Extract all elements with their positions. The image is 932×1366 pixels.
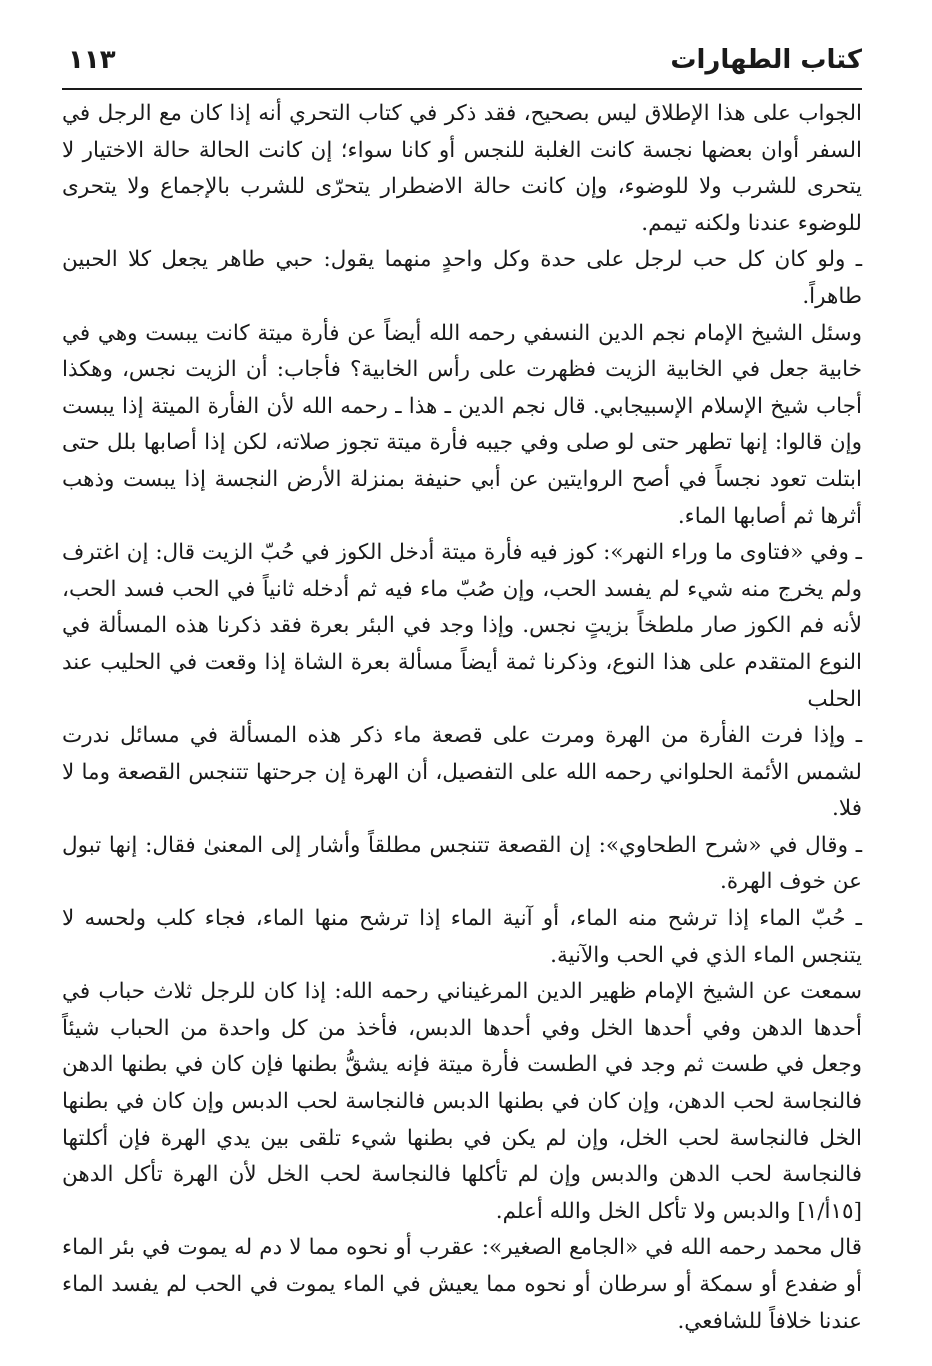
paragraph-2: ـ ولو كان كل حب لرجل على حدة وكل واحدٍ منهما يقول: حبي طاهر يجعل كلا الحبين طاهراً. xyxy=(62,247,862,309)
paragraph-9: قال محمد رحمه الله في «الجامع الصغير»: عقرب أو نحوه مما لا دم له يموت في بئر الماء أو ضفدع أو سمكة أو سرطان أو نحوه مما يعيش في الماء يموت في الحب لم يفسد الماء عندنا خلافاً للشافعي. xyxy=(62,1235,862,1334)
paragraph-5: ـ وإذا فرت الفأرة من الهرة ومرت على قصعة ماء ذكر هذه المسألة في مسائل ندرت لشمس الأئمة الحلواني رحمه الله على التفصيل، أن الهرة إن جرحتها تتنجس القصعة وما لا فلا. xyxy=(62,723,862,822)
paragraph-7: ـ حُبّ الماء إذا ترشح منه الماء، أو آنية الماء إذا ترشح منها الماء، فجاء كلب ولحسه لا يتنجس الماء الذي في الحب والآنية. xyxy=(62,906,862,968)
chapter-title: كتاب الطهارات xyxy=(670,45,862,75)
paragraph-6: ـ وقال في «شرح الطحاوي»: إن القصعة تتنجس مطلقاً وأشار إلى المعنىٰ فقال: إنها تبول عن خوف الهرة. xyxy=(62,832,863,895)
paragraph-3: وسئل الشيخ الإمام نجم الدين النسفي رحمه الله أيضاً عن فأرة ميتة كانت يبست وهي في خابية جعل في الخابية الزيت فظهرت على رأس الخابية؟ فأجاب: أن الزيت نجس، وهكذا أجاب شيخ الإسلام الإسبيجابي. قال نجم الدين ـ هذا ـ رحمه الله لأن الفأرة الميتة إذا يبست وإن قالوا: إنها تطهر حتى لو صلى وفي جيبه فأرة ميتة تجوز صلاته، لكن إذا أصابها بلل حتى ابتلت تعود نجساً في أصح الروايتين عن أبي حنيفة بمنزلة الأرض النجسة إذا يبست وذهب أثرها ثم أصابها الماء. xyxy=(62,320,862,529)
paragraph-8: سمعت عن الشيخ الإمام ظهير الدين المرغيناني رحمه الله: إذا كان للرجل ثلاث حباب في أحدها الدهن وفي أحدها الخل وفي أحدها الدبس، فأخذ من كل واحدة من الحباب شيئاً وجعل في طست ثم وجد في الطست فأرة ميتة فإنه يشقُّ بطنها فإن كان في بطنها الدهن فالنجاسة لحب الدهن، وإن كان في بطنها الدبس فالنجاسة لحب الدبس وإن كان في بطنها الخل فالنجاسة لحب الخل، وإن لم يكن في بطنها شيء تلقى بين يدي الهرة فإن أكلتها فالنجاسة لحب الدهن والدبس وإن لم تأكلها فالنجاسة لحب الخل لأن الهرة تأكل الدهن [١٥أ/١] والدبس ولا تأكل الخل والله أعلم. xyxy=(62,979,862,1224)
paragraph-1: الجواب على هذا الإطلاق ليس بصحيح، فقد ذكر في كتاب التحري أنه إذا كان مع الرجل في السفر أوان بعضها نجسة كانت الغلبة للنجس أو كانا سواء؛ إن كانت الحالة حالة الاختيار لا يتحرى للشرب ولا للوضوء، وإن كانت حالة الاضطرار يتحرّى للشرب بالإجماع ولا يتحرى للوضوء عندنا ولكنه تيمم. xyxy=(62,101,862,236)
header-divider xyxy=(62,88,862,90)
body-text xyxy=(62,96,862,1340)
page-header xyxy=(60,38,862,88)
page-number: ١١٣ xyxy=(68,45,116,75)
paragraph-4: ـ وفي «فتاوى ما وراء النهر»: كوز فيه فأرة ميتة أدخل الكوز في حُبّ الزيت قال: إن اغترف ولم يخرج منه شيء لم يفسد الحب، وإن صُبّ ماء فيه ثم أدخله ثانياً في الحب فسد الحب، لأنه فم الكوز صار ملطخاً بزيتٍ نجس. وإذا وجد في البئر بعرة فقد ذكرنا هذه المسألة في النوع المتقدم على هذا النوع، وذكرنا ثمة أيضاً مسألة بعرة الشاة إذا وقعت في الحليب عند الحلب xyxy=(62,540,862,712)
